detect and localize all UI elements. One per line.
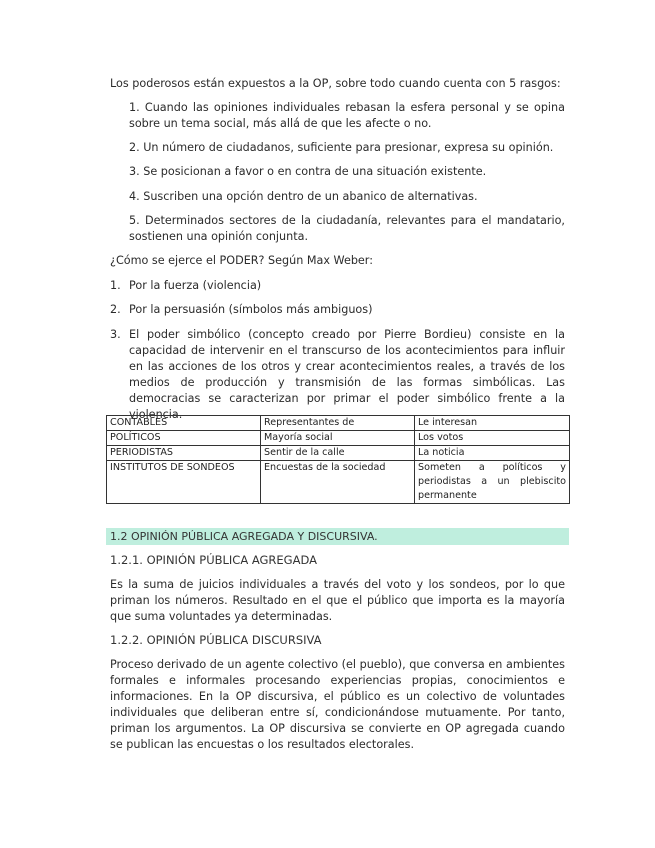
- agregada-paragraph: Es la suma de juicios individuales a través del voto y los sondeos, por lo que priman los números. Resultado en el que el público que importa es la mayoría que suma voluntades ya determinadas.: [110, 578, 565, 623]
- table-cell: Le interesan: [415, 416, 570, 431]
- rasgo-item-3: 3. Se posicionan a favor o en contra de una situación existente.: [129, 165, 487, 178]
- rasgo-item-1: 1. Cuando las opiniones individuales rebasan la esfera personal y se opina sobre un tema social, más allá de que les afecte o no.: [129, 101, 565, 130]
- table-cell: Representantes de: [261, 416, 415, 431]
- poder-item-1: [110, 278, 565, 294]
- subsection-heading-agregada: 1.2.1. OPINIÓN PÚBLICA AGREGADA: [110, 553, 317, 567]
- poder-item-2: [110, 302, 565, 318]
- poder-item-3: [110, 327, 565, 421]
- table-row: [107, 461, 570, 504]
- poder-item-text: Por la persuasión (símbolos más ambiguos): [129, 303, 373, 316]
- table-cell: Mayoría social: [261, 431, 415, 446]
- actors-table: [106, 415, 570, 504]
- table-cell: INSTITUTOS DE SONDEOS: [107, 461, 261, 504]
- table-row: [107, 416, 570, 431]
- table-cell: POLÍTICOS: [107, 431, 261, 446]
- rasgo-item-4: 4. Suscriben una opción dentro de un abanico de alternativas.: [129, 190, 478, 203]
- table-cell: PERIODISTAS: [107, 446, 261, 461]
- poder-item-text: El poder simbólico (concepto creado por Pierre Bordieu) consiste en la capacidad de intervenir en el transcurso de los acontecimientos para influir en las acciones de los otros y crear acontecimientos reales, a través de los medios de producción y transmisión de las formas simbólicas. Las democracias se caracterizan por primar el poder simbólico frente a la violencia.: [129, 328, 565, 421]
- table-cell: La noticia: [415, 446, 570, 461]
- table-cell: Encuestas de la sociedad: [261, 461, 415, 504]
- table-cell: Someten a políticos y periodistas a un plebiscito permanente: [415, 461, 570, 504]
- table-cell: Los votos: [415, 431, 570, 446]
- rasgo-item-2: 2. Un número de ciudadanos, suficiente para presionar, expresa su opinión.: [129, 141, 554, 154]
- poder-item-number: 3.: [110, 328, 121, 341]
- poder-item-text: Por la fuerza (violencia): [129, 279, 262, 292]
- subsection-heading-discursiva: 1.2.2. OPINIÓN PÚBLICA DISCURSIVA: [110, 633, 322, 647]
- table-cell: Sentir de la calle: [261, 446, 415, 461]
- poder-item-number: 2.: [110, 303, 121, 316]
- discursiva-paragraph: Proceso derivado de un agente colectivo (el pueblo), que conversa en ambientes formales e informales procesando experiencias propias, conocimientos e informaciones. En la OP discursiva, el público es un colectivo de voluntades individuales que deliberan entre sí, condicionándose mutuamente. Por tanto, priman los argumentos. La OP discursiva se convierte en OP agregada cuando se publican las encuestas o los resultados electorales.: [110, 658, 565, 751]
- rasgo-item-5: 5. Determinados sectores de la ciudadanía, relevantes para el mandatario, sostienen una opinión conjunta.: [129, 214, 565, 243]
- table-cell: CONTABLES: [107, 416, 261, 431]
- table-row: [107, 446, 570, 461]
- poder-item-number: 1.: [110, 279, 121, 292]
- table-row: [107, 431, 570, 446]
- intro-paragraph: Los poderosos están expuestos a la OP, sobre todo cuando cuenta con 5 rasgos:: [110, 77, 561, 90]
- question-paragraph: ¿Cómo se ejerce el PODER? Según Max Weber:: [110, 254, 373, 267]
- section-heading: 1.2 OPINIÓN PÚBLICA AGREGADA Y DISCURSIVA.: [106, 528, 569, 545]
